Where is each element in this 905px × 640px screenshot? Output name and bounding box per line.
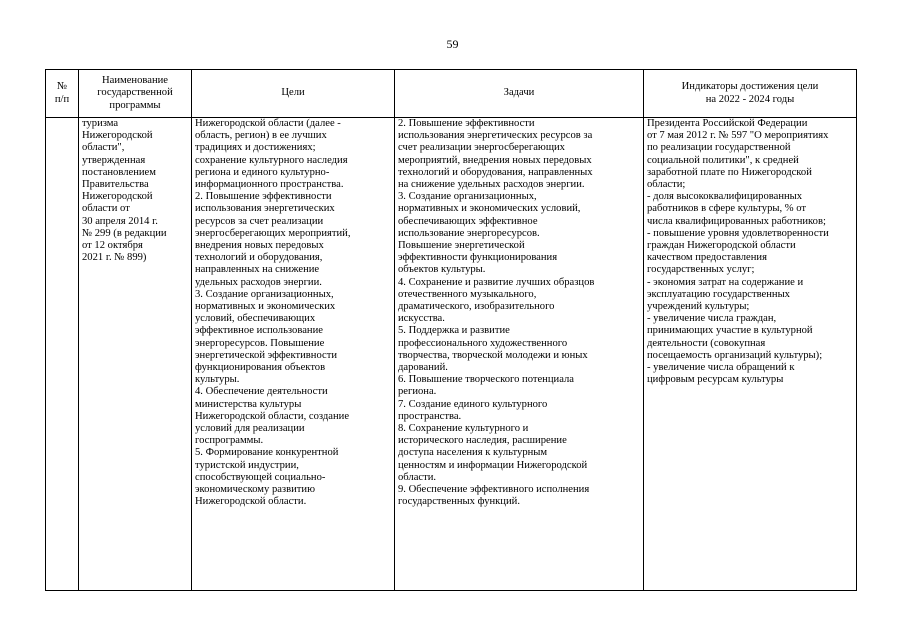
header-program-name: Наименование государственной программы [79,70,192,118]
cell-goals: Нижегородской области (далее - область, регион) в ее лучших традициях и достижениях; сохранение культурного наследия региона и единого культурно- информационного пространства. 2. Повышение эффективности использования энергетических ресурсов за счет реализации энергосберегающих мероприятий, внедрения новых передовых технологий и оборудования, направленных на снижение удельных расходов энергии. 3. Создание организационных, нормативных и экономических условий, обеспечивающих эффективное использование энергоресурсов. Повышение энергетической эффективности функционирования объектов культуры. 4. Обеспечение деятельности министерства культуры Нижегородской области, создание условий для реализации госпрограммы. 5. Формирование конкурентной туристской индустрии, способствующей социально- экономическому развитию Нижегородской области. [192,118,395,591]
header-tasks: Задачи [395,70,644,118]
cell-program-name: туризма Нижегородской области", утвержденная постановлением Правительства Нижегородской области от 30 апреля 2014 г. № 299 (в редакции от 12 октября 2021 г. № 899) [79,118,192,591]
programs-table [45,69,857,591]
cell-tasks: 2. Повышение эффективности использования энергетических ресурсов за счет реализации энергосберегающих мероприятий, внедрения новых передовых технологий и оборудования, направленных на снижение удельных расходов энергии. 3. Создание организационных, нормативных и экономических условий, обеспечивающих эффективное использование энергоресурсов. Повышение энергетической эффективности функционирования объектов культуры. 4. Сохранение и развитие лучших образцов отечественного музыкального, драматического, изобразительного искусства. 5. Поддержка и развитие профессионального художественного творчества, творческой молодежи и юных дарований. 6. Повышение творческого потенциала региона. 7. Создание единого культурного пространства. 8. Сохранение культурного и исторического наследия, расширение доступа населения к культурным ценностям и информации Нижегородской области. 9. Обеспечение эффективного исполнения государственных функций. [395,118,644,591]
header-num: № п/п [46,70,79,118]
page-number: 59 [446,37,459,51]
header-goals: Цели [192,70,395,118]
table-header-row [46,70,857,118]
cell-indicators: Президента Российской Федерации от 7 мая 2012 г. № 597 "О мероприятиях по реализации государственной социальной политики", к средней заработной плате по Нижегородской области; - доля высококвалифицированных работников в сфере культуры, % от числа квалифицированных работников; - повышение уровня удовлетворенности граждан Нижегородской области качеством предоставления государственных услуг; - экономия затрат на содержание и эксплуатацию государственных учреждений культуры; - увеличение числа граждан, принимающих участие в культурной деятельности (совокупная посещаемость организаций культуры); - увеличение числа обращений к цифровым ресурсам культуры [644,118,857,591]
header-indicators: Индикаторы достижения цели на 2022 - 2024 годы [644,70,857,118]
cell-num [46,118,79,591]
table-row [46,118,857,591]
